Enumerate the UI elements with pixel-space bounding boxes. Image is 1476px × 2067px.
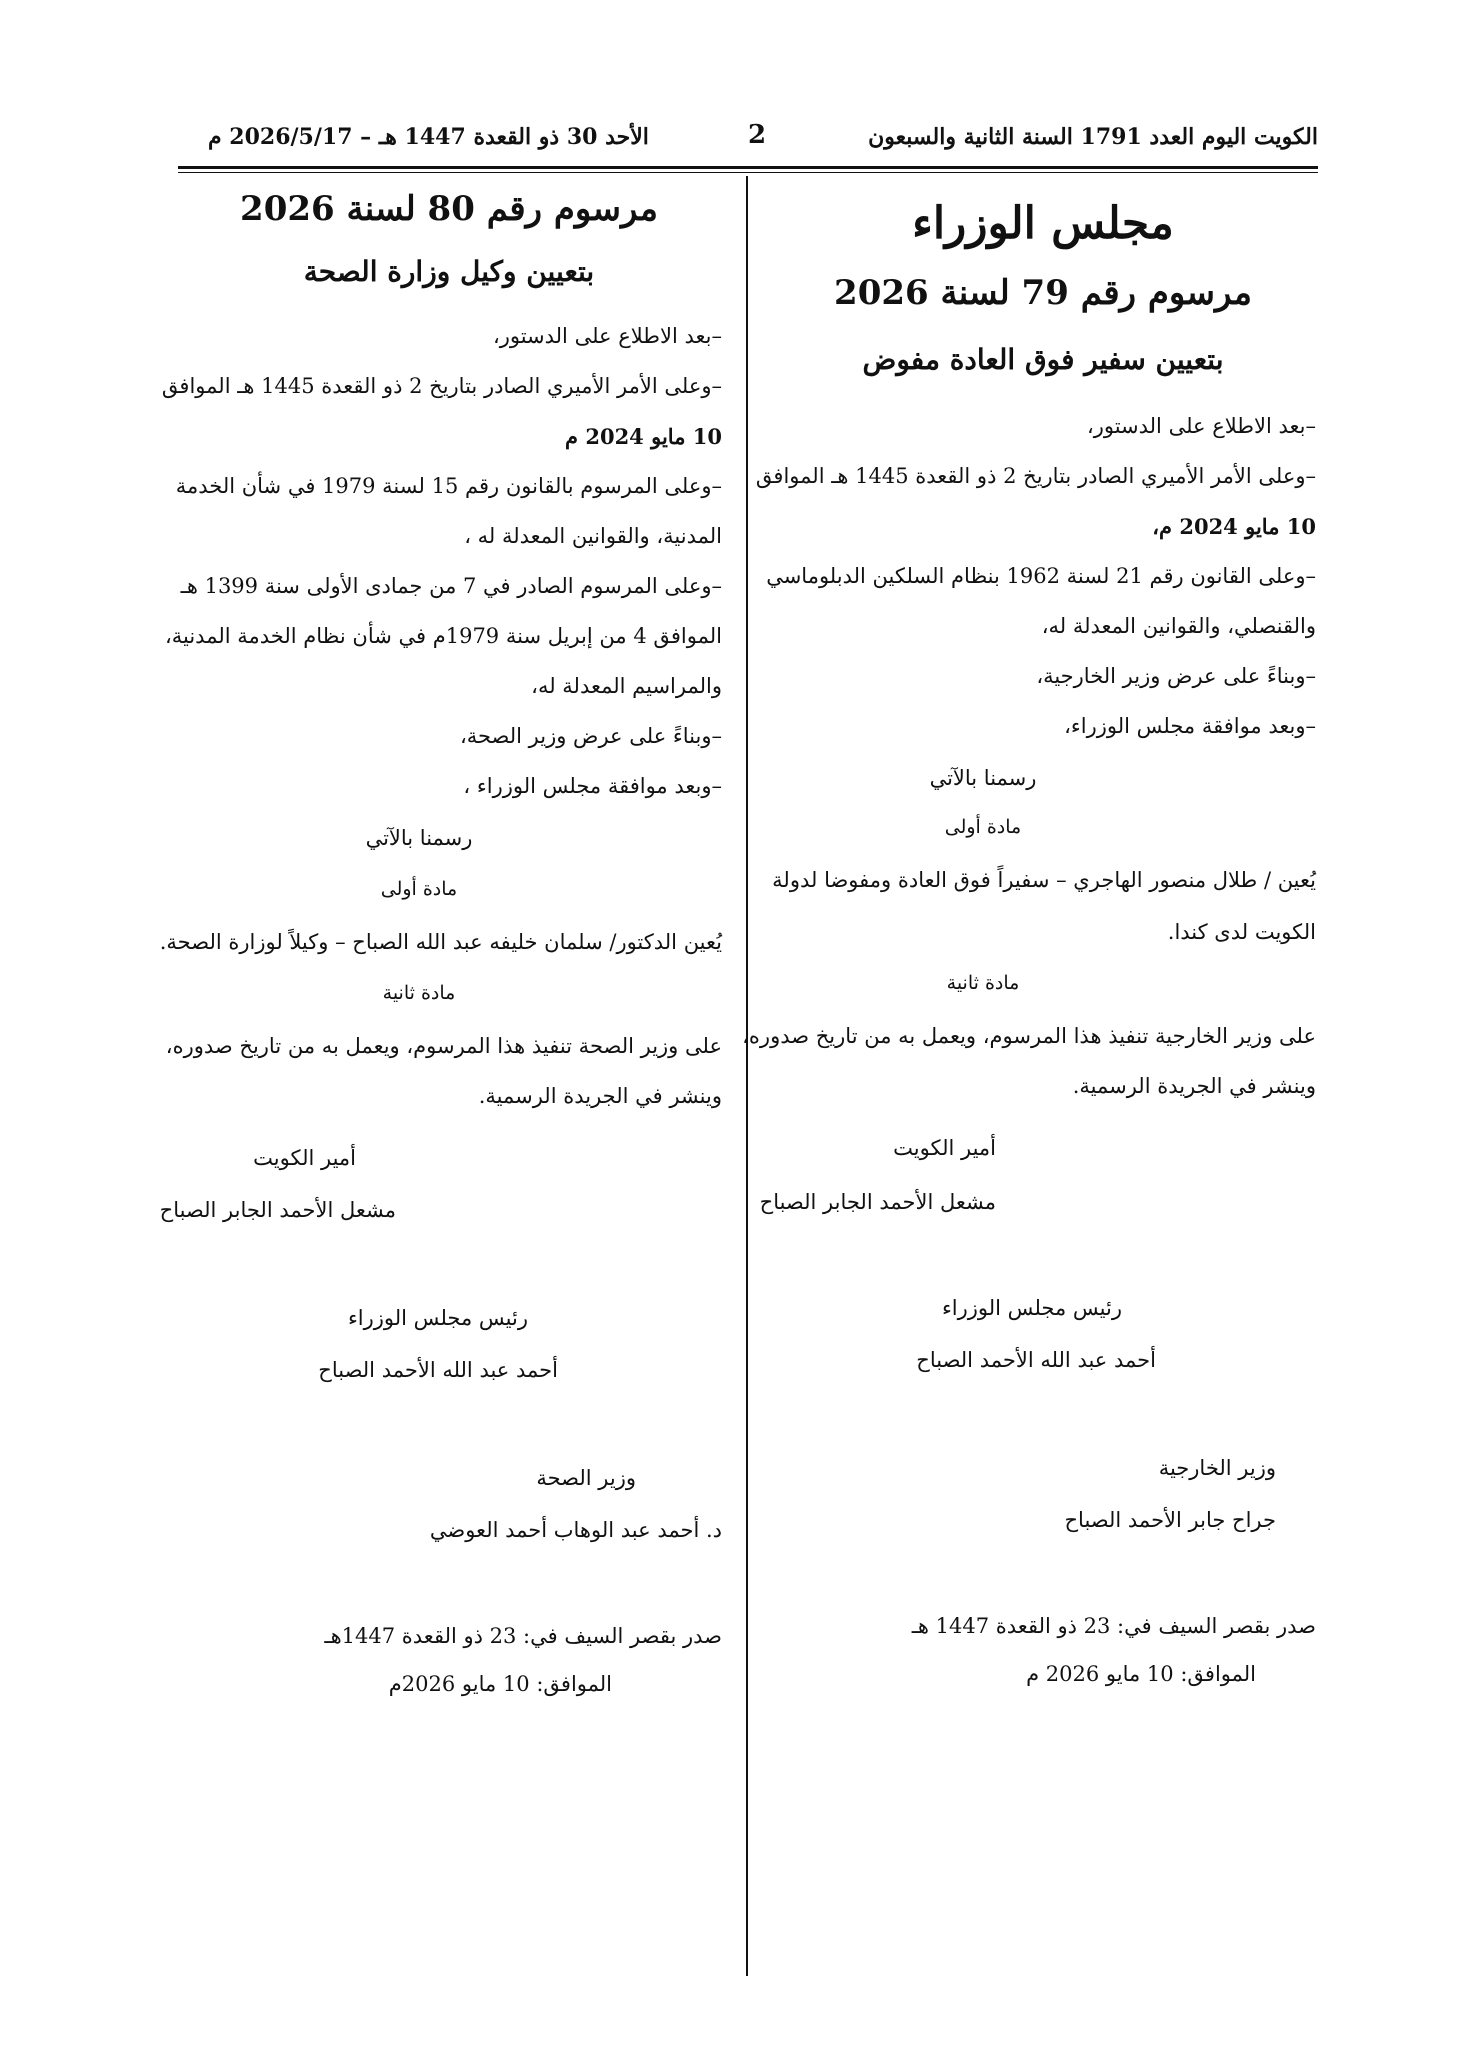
minister-name: جراح جابر الأحمد الصباح bbox=[1064, 1508, 1276, 1532]
pm-name: أحمد عبد الله الأحمد الصباح bbox=[916, 1348, 1156, 1372]
preamble-line: –وعلى الأمر الأميري الصادر بتاريخ 2 ذو القعدة 1445 هـ الموافق bbox=[161, 374, 722, 398]
preamble-line: –وبعد موافقة مجلس الوزراء، bbox=[1064, 714, 1316, 738]
pm-title: رئيس مجلس الوزراء bbox=[347, 1306, 528, 1330]
issued-place-date: صدر بقصر السيف في: 23 ذو القعدة 1447هـ bbox=[324, 1624, 722, 1648]
header-rule-thin bbox=[178, 172, 1318, 173]
article-2-line: وينشر في الجريدة الرسمية. bbox=[1072, 1074, 1316, 1098]
preamble-line: –وعلى الأمر الأميري الصادر بتاريخ 2 ذو القعدة 1445 هـ الموافق bbox=[755, 464, 1316, 488]
article-1-title: مادة أولى bbox=[380, 878, 458, 900]
emir-name: مشعل الأحمد الجابر الصباح bbox=[159, 1198, 396, 1222]
article-1-line: الكويت لدى كندا. bbox=[1167, 920, 1316, 944]
minister-name: د. أحمد عبد الوهاب أحمد العوضي bbox=[429, 1518, 722, 1542]
article-2-title: مادة ثانية bbox=[946, 972, 1020, 994]
preamble-line: –وعلى المرسوم بالقانون رقم 15 لسنة 1979 في شأن الخدمة bbox=[175, 474, 722, 498]
issued-place-date: صدر بقصر السيف في: 23 ذو القعدة 1447 هـ bbox=[911, 1614, 1316, 1638]
emir-name: مشعل الأحمد الجابر الصباح bbox=[759, 1190, 996, 1214]
decreed-text: رسمنا بالآتي bbox=[365, 826, 473, 850]
emir-title: أمير الكويت bbox=[253, 1146, 356, 1170]
corresponding-date: الموافق: 10 مايو 2026م bbox=[388, 1672, 612, 1696]
article-2-title: مادة ثانية bbox=[382, 982, 456, 1004]
preamble-line: –وعلى المرسوم الصادر في 7 من جمادى الأولى سنة 1399 هـ bbox=[180, 574, 722, 598]
page-header bbox=[178, 118, 1318, 158]
preamble-line: الموافق 4 من إبريل سنة 1979م في شأن نظام الخدمة المدنية، bbox=[164, 624, 722, 648]
decree-title: مرسوم رقم 80 لسنة 2026 bbox=[240, 189, 658, 229]
pm-title: رئيس مجلس الوزراء bbox=[941, 1296, 1122, 1320]
section-title: مجلس الوزراء bbox=[912, 198, 1174, 249]
preamble-line: –بعد الاطلاع على الدستور، bbox=[492, 324, 722, 348]
pm-name: أحمد عبد الله الأحمد الصباح bbox=[318, 1358, 558, 1382]
preamble-line: –وعلى القانون رقم 21 لسنة 1962 بنظام السلكين الدبلوماسي bbox=[766, 564, 1316, 588]
issue-date: الأحد 30 ذو القعدة 1447 هـ – 2026/5/17 م bbox=[208, 124, 649, 150]
emir-title: أمير الكويت bbox=[893, 1136, 996, 1160]
preamble-line: –بعد الاطلاع على الدستور، bbox=[1086, 414, 1316, 438]
article-1-line: يُعين / طلال منصور الهاجري – سفيراً فوق العادة ومفوضا لدولة bbox=[772, 868, 1316, 892]
page-number: 2 bbox=[748, 120, 767, 150]
preamble-line: 10 مايو 2024 م، bbox=[1152, 514, 1316, 539]
article-1-title: مادة أولى bbox=[944, 816, 1022, 838]
preamble-line: –وبناءً على عرض وزير الصحة، bbox=[459, 724, 722, 748]
minister-title: وزير الصحة bbox=[536, 1466, 636, 1490]
article-1-line: يُعين الدكتور/ سلمان خليفه عبد الله الصباح – وكيلاً لوزارة الصحة. bbox=[159, 930, 722, 954]
header-rule-thick bbox=[178, 166, 1318, 169]
column-divider bbox=[746, 176, 748, 1976]
decree-title: مرسوم رقم 79 لسنة 2026 bbox=[834, 273, 1252, 313]
preamble-line: المدنية، والقوانين المعدلة له ، bbox=[464, 524, 722, 548]
preamble-line: والمراسيم المعدلة له، bbox=[531, 674, 722, 698]
preamble-line: –وبعد موافقة مجلس الوزراء ، bbox=[463, 774, 722, 798]
minister-title: وزير الخارجية bbox=[1158, 1456, 1276, 1480]
decree-subject: بتعيين وكيل وزارة الصحة bbox=[303, 255, 595, 288]
preamble-line: 10 مايو 2024 م bbox=[565, 424, 722, 449]
gazette-issue: الكويت اليوم العدد 1791 السنة الثانية والسبعون bbox=[868, 124, 1318, 150]
article-2-line: على وزير الصحة تنفيذ هذا المرسوم، ويعمل به من تاريخ صدوره، bbox=[165, 1034, 722, 1058]
preamble-line: والقنصلي، والقوانين المعدلة له، bbox=[1041, 614, 1316, 638]
article-2-line: وينشر في الجريدة الرسمية. bbox=[478, 1084, 722, 1108]
decreed-text: رسمنا بالآتي bbox=[929, 766, 1037, 790]
corresponding-date: الموافق: 10 مايو 2026 م bbox=[1026, 1662, 1256, 1686]
preamble-line: –وبناءً على عرض وزير الخارجية، bbox=[1036, 664, 1316, 688]
decree-subject: بتعيين سفير فوق العادة مفوض bbox=[862, 343, 1224, 376]
article-2-line: على وزير الخارجية تنفيذ هذا المرسوم، ويعمل به من تاريخ صدوره، bbox=[742, 1024, 1316, 1048]
